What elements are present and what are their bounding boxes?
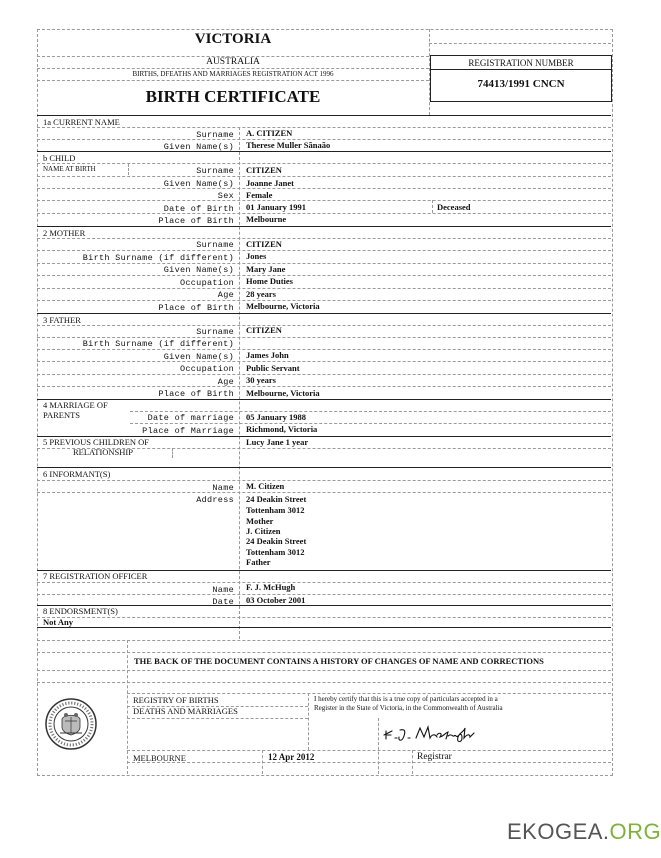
section-rule <box>37 115 611 116</box>
row-rule <box>37 337 611 338</box>
previous-children-value: Lucy Jane 1 year <box>246 437 309 447</box>
country-name: AUSTRALIA <box>206 57 260 67</box>
body-divider <box>239 127 240 639</box>
father-occupation-label: Occupation <box>179 364 234 374</box>
address-line: Father <box>246 557 271 567</box>
section-endorsement: 8 ENDORSMENT(S) <box>43 606 118 616</box>
father-pob-label: Place of Birth <box>158 389 234 399</box>
row-rule <box>37 325 611 326</box>
row-rule <box>37 300 611 301</box>
footer-divider <box>262 750 263 774</box>
name-at-birth-label: NAME AT BIRTH <box>43 165 96 173</box>
father-given-label: Given Name(s) <box>163 352 234 362</box>
section-child: b CHILD <box>43 153 76 163</box>
footer-divider <box>127 640 128 774</box>
section-previous-children-line2: RELATIONSHIP <box>73 447 133 457</box>
watermark-part1: EKOGEA. <box>507 819 610 844</box>
officer-name-value: F. J. McHugh <box>246 582 296 592</box>
footer-rule <box>37 670 611 671</box>
father-surname-label: Surname <box>196 327 234 337</box>
section-informant: 6 INFORMANT(S) <box>43 469 111 479</box>
issue-date: 12 Apr 2012 <box>268 752 315 762</box>
registry-line2: DEATHS AND MARRIAGES <box>133 706 238 716</box>
registrar-title: Registrar <box>417 752 452 762</box>
section-rule <box>37 399 611 400</box>
section-previous-children: 5 PREVIOUS CHILDREN OF <box>43 437 150 447</box>
current-surname-value: A. CITIZEN <box>246 128 293 138</box>
registration-rule <box>430 69 611 70</box>
marriage-place-value: Richmond, Victoria <box>246 424 318 434</box>
row-rule <box>37 374 611 375</box>
signature-image <box>382 723 486 745</box>
informant-name-value: M. Citizen <box>246 481 285 491</box>
child-dob-label: Date of Birth <box>163 204 234 214</box>
informant-name-label: Name <box>212 483 234 493</box>
row-rule <box>37 263 611 264</box>
father-pob-value: Melbourne, Victoria <box>246 388 320 398</box>
row-rule <box>37 582 611 583</box>
row-rule <box>37 275 611 276</box>
mother-pob-label: Place of Birth <box>158 303 234 313</box>
marriage-date-label: Date of marriage <box>147 413 234 423</box>
footer-rule <box>127 718 308 719</box>
section-rule <box>37 467 611 468</box>
certify-line2: Register in the State of Victoria, in the Commonwealth of Australia <box>314 704 503 712</box>
footer-rule <box>37 682 611 683</box>
section-marriage-line2: PARENTS <box>43 410 81 420</box>
registration-number: 74413/1991 CNCN <box>477 78 565 90</box>
officer-date-label: Date <box>212 597 234 607</box>
section-marriage: 4 MARRIAGE OF <box>43 400 108 410</box>
footer-rule <box>127 762 611 763</box>
father-occupation-value: Public Servant <box>246 363 300 373</box>
child-sex-value: Female <box>246 190 273 200</box>
mother-birth-surname-value: Jones <box>246 251 267 261</box>
issue-city: MELBOURNE <box>133 753 186 763</box>
mother-surname-label: Surname <box>196 240 234 250</box>
endorsement-value: Not Any <box>43 617 73 627</box>
informant-address-label: Address <box>196 495 234 505</box>
current-given-value: Therese Muller Sãnaão <box>246 140 331 150</box>
child-surname-value: CITIZEN <box>246 165 282 175</box>
address-line: Tottenham 3012 <box>246 505 305 515</box>
watermark-part2: ORG <box>609 819 661 844</box>
footer-rule <box>127 693 611 694</box>
section-mother: 2 MOTHER <box>43 228 86 238</box>
row-rule <box>37 288 611 289</box>
registration-label: REGISTRATION NUMBER <box>468 58 574 68</box>
row-rule <box>37 250 611 251</box>
section-rule <box>37 627 611 628</box>
row-rule <box>37 238 611 239</box>
footer-rule <box>127 750 611 751</box>
father-given-value: James John <box>246 350 289 360</box>
document-title: BIRTH CERTIFICATE <box>145 87 321 106</box>
address-line: 24 Deakin Street <box>246 494 307 504</box>
section-rule <box>37 226 611 227</box>
row-rule <box>37 480 611 481</box>
mother-surname-value: CITIZEN <box>246 239 282 249</box>
mother-occupation-label: Occupation <box>179 278 234 288</box>
watermark <box>507 819 661 845</box>
row-rule <box>130 423 611 424</box>
child-status-value: Deceased <box>437 202 471 212</box>
deceased-divider <box>432 200 433 213</box>
marriage-date-value: 05 January 1988 <box>246 412 306 422</box>
mother-age-label: Age <box>217 290 234 300</box>
section-current-name: 1a CURRENT NAME <box>43 117 120 127</box>
header-rule-right <box>429 43 611 44</box>
officer-name-label: Name <box>212 585 234 595</box>
footer-rule <box>37 640 611 641</box>
father-age-value: 30 years <box>246 375 276 385</box>
father-surname-value: CITIZEN <box>246 325 282 335</box>
relationship-box <box>172 448 240 458</box>
registry-line1: REGISTRY OF BIRTHS <box>133 695 219 705</box>
child-sex-label: Sex <box>217 191 234 201</box>
seal-image <box>44 697 98 751</box>
child-given-value: Joanne Janet <box>246 178 294 188</box>
back-notice: THE BACK OF THE DOCUMENT CONTAINS A HISTORY OF CHANGES OF NAME AND CORRECTIONS <box>134 656 544 666</box>
address-line: J. Citizen <box>246 526 281 536</box>
row-rule <box>130 411 611 412</box>
mother-given-value: Mary Jane <box>246 264 286 274</box>
row-rule <box>37 617 611 618</box>
section-officer: 7 REGISTRATION OFFICER <box>43 571 148 581</box>
footer-divider <box>412 750 413 774</box>
child-pob-label: Place of Birth <box>158 216 234 226</box>
certify-line1: I hereby certify that this is a true copy of particulars accepted in a <box>314 695 498 703</box>
child-dob-value: 01 January 1991 <box>246 202 306 212</box>
address-line: Tottenham 3012 <box>246 547 305 557</box>
act-name: BIRTHS, DFEATHS AND MARRIAGES REGISTRATION ACT 1996 <box>132 70 334 78</box>
current-given-label: Given Name(s) <box>163 142 234 152</box>
section-rule <box>37 313 611 314</box>
child-surname-label: Surname <box>196 166 234 176</box>
mother-pob-value: Melbourne, Victoria <box>246 301 320 311</box>
father-age-label: Age <box>217 377 234 387</box>
footer-divider <box>308 693 309 750</box>
row-rule <box>37 127 611 128</box>
mother-birth-surname-label: Birth Surname (if different) <box>82 253 234 263</box>
row-rule <box>37 349 611 350</box>
section-father: 3 FATHER <box>43 315 81 325</box>
row-rule <box>37 176 611 177</box>
mother-given-label: Given Name(s) <box>163 265 234 275</box>
header-rule3 <box>37 80 429 81</box>
footer-divider <box>378 718 379 774</box>
current-surname-label: Surname <box>196 130 234 140</box>
address-line: Mother <box>246 516 274 526</box>
mother-age-value: 28 years <box>246 289 276 299</box>
father-birth-surname-label: Birth Surname (if different) <box>82 339 234 349</box>
address-line: 24 Deakin Street <box>246 536 307 546</box>
state-name: VICTORIA <box>194 31 272 47</box>
child-given-label: Given Name(s) <box>163 179 234 189</box>
header-rule2 <box>37 68 429 69</box>
child-pob-value: Melbourne <box>246 214 287 224</box>
marriage-place-label: Place of Marriage <box>142 426 234 436</box>
mother-occupation-value: Home Duties <box>246 276 293 286</box>
footer-rule <box>37 652 611 653</box>
officer-date-value: 03 October 2001 <box>246 595 306 605</box>
